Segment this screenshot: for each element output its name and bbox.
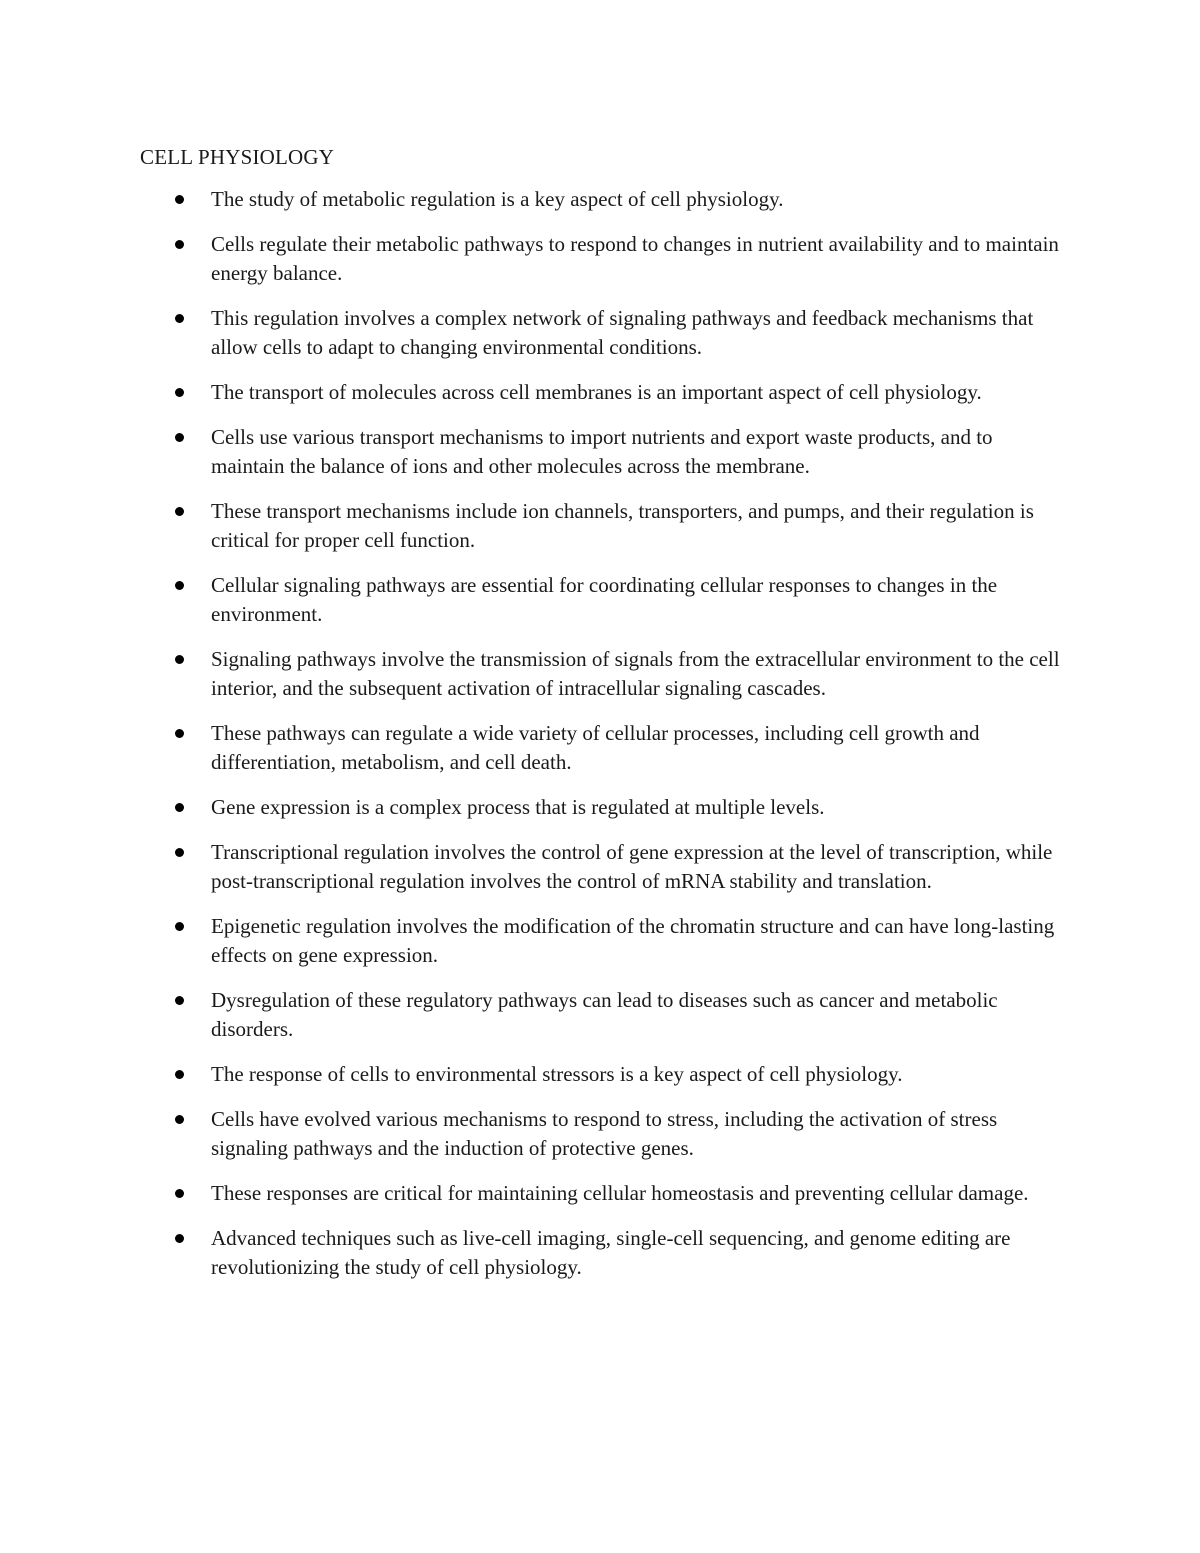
list-item	[0, 986, 1071, 1044]
list-item-text: Advanced techniques such as live-cell imaging, single-cell sequencing, and genome editing are revolutionizing the study of cell physiology.	[211, 1226, 1011, 1279]
bullet-icon	[175, 922, 184, 931]
list-item	[0, 912, 1071, 970]
bullet-icon	[175, 1234, 184, 1243]
list-item-text: The transport of molecules across cell membranes is an important aspect of cell physiology.	[211, 380, 982, 404]
bullet-icon	[175, 581, 184, 590]
list-item-text: Cells have evolved various mechanisms to respond to stress, including the activation of stress signaling pathways and the induction of protective genes.	[211, 1107, 998, 1160]
bullet-icon	[175, 848, 184, 857]
list-item-text: Gene expression is a complex process that is regulated at multiple levels.	[211, 795, 825, 819]
list-item-text: Dysregulation of these regulatory pathways can lead to diseases such as cancer and metabolic disorders.	[211, 988, 998, 1041]
list-item	[0, 230, 1071, 288]
bullet-icon	[175, 507, 184, 516]
page-title: CELL PHYSIOLOGY	[140, 145, 335, 169]
bullet-icon	[175, 240, 184, 249]
list-item	[0, 423, 1071, 481]
list-item	[0, 497, 1071, 555]
list-item	[0, 571, 1071, 629]
list-item	[0, 1060, 1071, 1089]
list-item-text: Cells regulate their metabolic pathways to respond to changes in nutrient availability and to maintain energy balance.	[211, 232, 1059, 285]
list-item	[0, 378, 1071, 407]
list-item	[0, 1224, 1071, 1282]
bullet-icon	[175, 388, 184, 397]
list-item-text: This regulation involves a complex network of signaling pathways and feedback mechanisms that allow cells to adapt to changing environmental conditions.	[211, 306, 1034, 359]
list-item	[0, 1105, 1071, 1163]
list-item	[0, 1179, 1071, 1208]
bullet-icon	[175, 1189, 184, 1198]
list-item-text: These responses are critical for maintaining cellular homeostasis and preventing cellular damage.	[211, 1181, 1029, 1205]
list-item-text: Transcriptional regulation involves the control of gene expression at the level of transcription, while post-transcriptional regulation involves the control of mRNA stability and translation.	[211, 840, 1053, 893]
bullet-icon	[175, 996, 184, 1005]
list-item-text: Cells use various transport mechanisms to import nutrients and export waste products, and to maintain the balance of ions and other molecules across the membrane.	[211, 425, 993, 478]
list-item-text: The response of cells to environmental stressors is a key aspect of cell physiology.	[211, 1062, 903, 1086]
list-item	[0, 838, 1071, 896]
list-item-text: These transport mechanisms include ion channels, transporters, and pumps, and their regulation is critical for proper cell function.	[211, 499, 1034, 552]
list-item-text: These pathways can regulate a wide variety of cellular processes, including cell growth and differentiation, metabolism, and cell death.	[211, 721, 980, 774]
list-item-text: Signaling pathways involve the transmission of signals from the extracellular environment to the cell interior, and the subsequent activation of intracellular signaling cascades.	[211, 647, 1060, 700]
bullet-icon	[175, 803, 184, 812]
bullet-icon	[175, 433, 184, 442]
bullet-icon	[175, 655, 184, 664]
list-item	[0, 185, 1071, 214]
list-item	[0, 304, 1071, 362]
list-item	[0, 645, 1071, 703]
bullet-icon	[175, 1070, 184, 1079]
list-item-text: The study of metabolic regulation is a key aspect of cell physiology.	[211, 187, 784, 211]
bullet-icon	[175, 1115, 184, 1124]
bullet-icon	[175, 195, 184, 204]
list-item-text: Cellular signaling pathways are essential for coordinating cellular responses to changes in the environment.	[211, 573, 998, 626]
bullet-icon	[175, 314, 184, 323]
list-item-text: Epigenetic regulation involves the modification of the chromatin structure and can have long-lasting effects on gene expression.	[211, 914, 1055, 967]
list-item	[0, 719, 1071, 777]
bullet-list	[0, 185, 1200, 1298]
bullet-icon	[175, 729, 184, 738]
list-item	[0, 793, 1071, 822]
